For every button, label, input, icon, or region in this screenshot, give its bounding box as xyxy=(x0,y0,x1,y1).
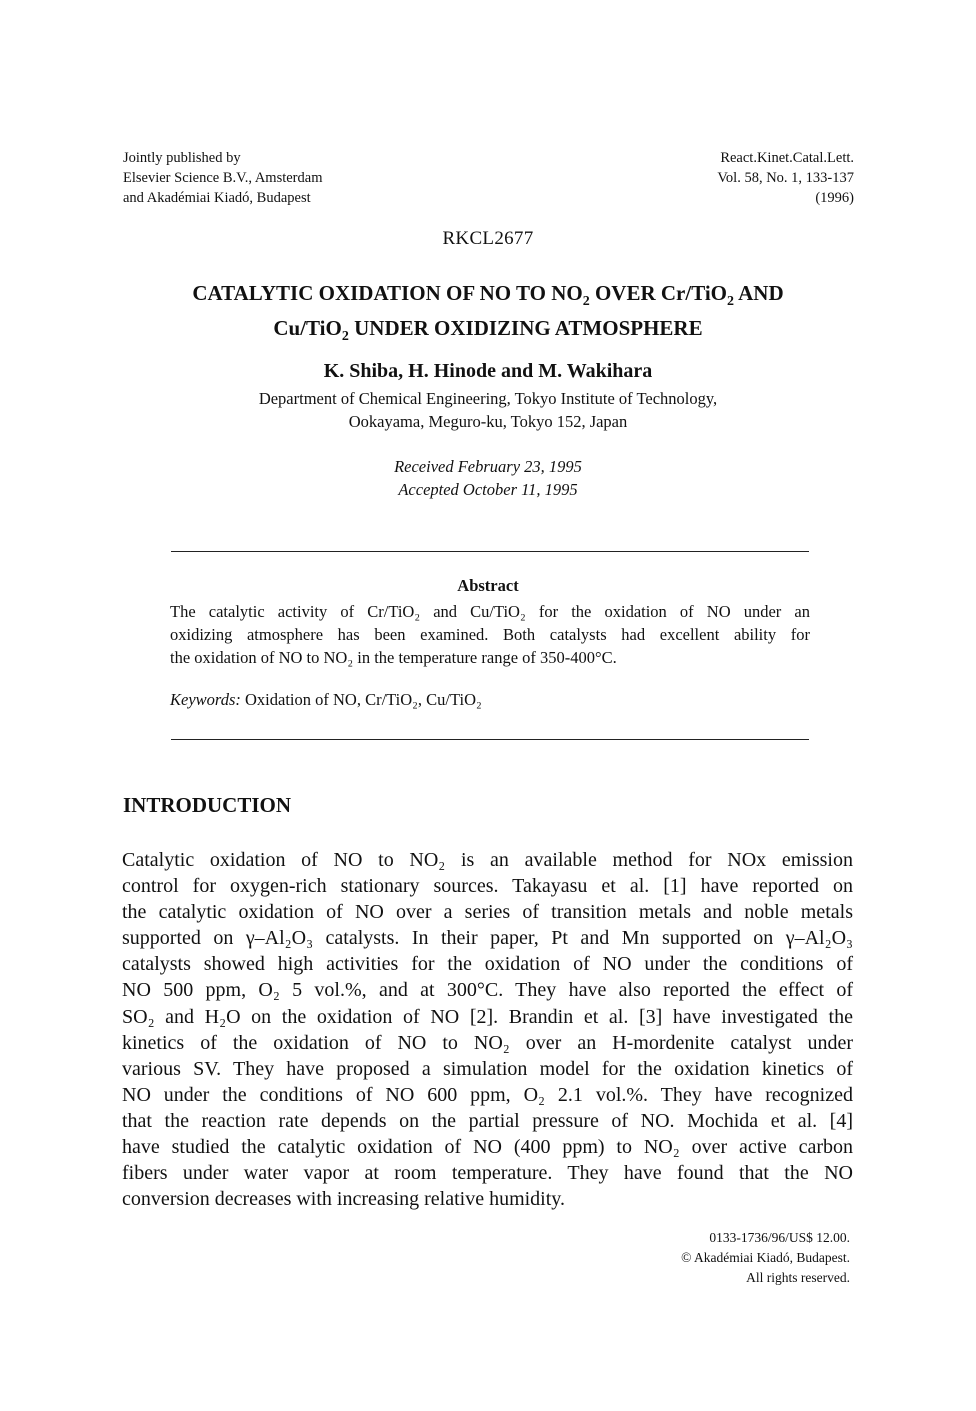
dates xyxy=(0,455,976,501)
publisher-line: Jointly published by xyxy=(123,150,241,166)
keywords xyxy=(170,690,482,710)
journal-line: Vol. 58, No. 1, 133-137 xyxy=(717,170,854,186)
copyright-footer xyxy=(681,1228,850,1288)
introduction-body xyxy=(122,847,853,1212)
authors: K. Shiba, H. Hinode and M. Wakihara xyxy=(323,360,653,382)
received-date: Received February 23, 1995 xyxy=(394,457,582,476)
body-line: fibers under water vapor at room temperature. They have found that the NO xyxy=(122,1162,853,1185)
body-line: Catalytic oxidation of NO to NO₂ is an available method for NOx emission xyxy=(122,849,853,871)
affiliation-line: Department of Chemical Engineering, Tokyo Institute of Technology, xyxy=(258,389,718,408)
body-line: have studied the catalytic oxidation of NO (400 ppm) to NO₂ over active carbon xyxy=(122,1136,853,1159)
footer-line: 0133-1736/96/US$ 12.00. xyxy=(709,1230,850,1245)
body-line: that the reaction rate depends on the partial pressure of NO. Mochida et al. [4] xyxy=(122,1109,853,1132)
abstract-heading: Abstract xyxy=(457,576,519,595)
body-line: supported on γ–Al₂O₃ catalysts. In their paper, Pt and Mn supported on γ–Al₂O₃ xyxy=(122,927,853,950)
accepted-date: Accepted October 11, 1995 xyxy=(398,480,578,499)
publisher-block xyxy=(123,148,443,208)
section-heading-introduction: INTRODUCTION xyxy=(123,793,292,817)
body-line: SO₂ and H₂O on the oxidation of NO [2]. Brandin et al. [3] have investigated the xyxy=(122,1005,853,1028)
body-line: control for oxygen-rich stationary sources. Takayasu et al. [1] have reported on xyxy=(122,875,853,898)
footer-line: All rights reserved. xyxy=(746,1270,850,1285)
abstract-text xyxy=(170,600,810,669)
body-line: kinetics of the oxidation of NO to NO₂ over an H-mordenite catalyst under xyxy=(122,1031,853,1054)
divider-top xyxy=(171,551,809,552)
journal-line: React.Kinet.Catal.Lett. xyxy=(720,150,854,166)
divider-bottom xyxy=(171,739,809,740)
title-line-1: CATALYTIC OXIDATION OF NO TO $NO_2$ OVER Cr/TiO$_2$ AND xyxy=(192,281,784,310)
publisher-line: Elsevier Science B.V., Amsterdam xyxy=(123,170,323,186)
abstract-line: oxidizing atmosphere has been examined. Both catalysts had excellent ability for xyxy=(170,625,810,644)
paper-title xyxy=(100,280,876,350)
title-line-2: Cu/TiO$_2$ UNDER OXIDIZING ATMOSPHERE xyxy=(273,316,703,345)
abstract-line: The catalytic activity of Cr/TiO₂ and Cu/TiO₂ for the oxidation of NO under an xyxy=(170,602,810,621)
body-line: the catalytic oxidation of NO over a series of transition metals and noble metals xyxy=(122,901,853,924)
body-line: NO under the conditions of NO 600 ppm, O₂ 2.1 vol.%. They have recognized xyxy=(122,1083,853,1106)
keywords-text: Oxidation of NO, Cr/TiO₂, Cu/TiO₂ xyxy=(240,690,482,709)
body-line: catalysts showed high activities for the oxidation of NO under the conditions of xyxy=(122,953,853,976)
keywords-label: Keywords: xyxy=(170,690,241,709)
affiliation xyxy=(0,387,976,433)
footer-line: © Akadémiai Kiadó, Budapest. xyxy=(681,1250,850,1265)
body-line: various SV. They have proposed a simulation model for the oxidation kinetics of xyxy=(122,1057,853,1080)
journal-line: (1996) xyxy=(815,190,854,206)
body-line: conversion decreases with increasing relative humidity. xyxy=(122,1188,565,1211)
journal-citation xyxy=(614,148,854,208)
article-code: RKCL2677 xyxy=(442,228,534,249)
abstract-line: the oxidation of NO to NO₂ in the temperature range of 350-400°C. xyxy=(170,648,617,667)
body-line: NO 500 ppm, O₂ 5 vol.%, and at 300°C. They have also reported the effect of xyxy=(122,979,853,1002)
publisher-line: and Akadémiai Kiadó, Budapest xyxy=(123,190,311,206)
affiliation-line: Ookayama, Meguro-ku, Tokyo 152, Japan xyxy=(348,412,628,431)
